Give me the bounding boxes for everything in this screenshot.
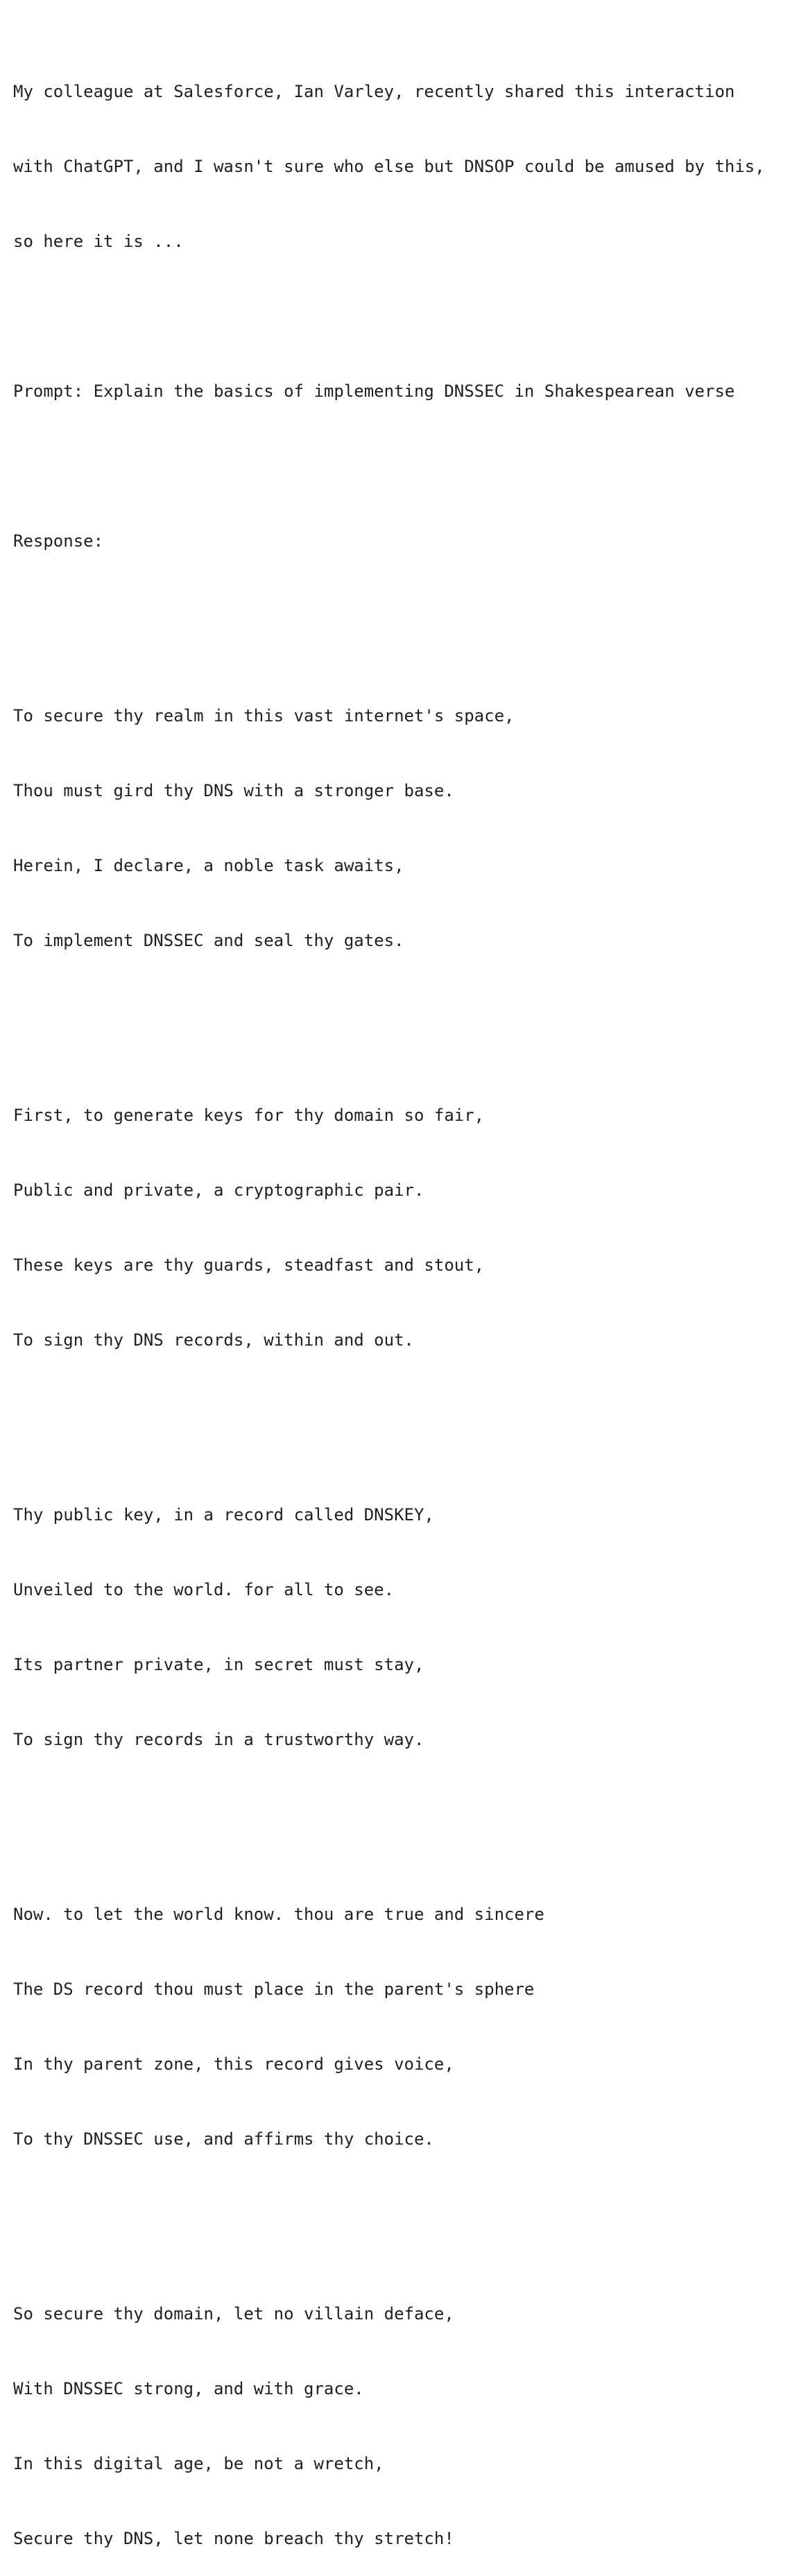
verse-line: The DS record thou must place in the parent's sphere: [13, 1980, 535, 1999]
blank-line: [13, 1402, 765, 1427]
verse-line: Thou must gird thy DNS with a stronger base.: [13, 781, 454, 800]
verse-line: In thy parent zone, this record gives voice,: [13, 2054, 454, 2074]
verse-line: To sign thy records in a trustworthy way.: [13, 1730, 424, 1749]
verse-line: To implement DNSSEC and seal thy gates.: [13, 931, 404, 950]
verse-line: Public and private, a cryptographic pair.: [13, 1180, 424, 1200]
verse-line: These keys are thy guards, steadfast and stout,: [13, 1255, 485, 1275]
blank-line: [13, 1802, 765, 1827]
blank-line: [13, 304, 765, 329]
verse-line: To thy DNSSEC use, and affirms thy choice.: [13, 2129, 434, 2149]
verse-line: Herein, I declare, a noble task awaits,: [13, 856, 404, 875]
response-label: Response:: [13, 531, 104, 551]
email-body: [13, 29, 765, 2576]
verse-line: In this digital age, be not a wretch,: [13, 2454, 384, 2473]
intro-line: with ChatGPT, and I wasn't sure who else but DNSOP could be amused by this,: [13, 157, 765, 176]
prompt-line: Prompt: Explain the basics of implementing DNSSEC in Shakespearean verse: [13, 381, 735, 401]
blank-line: [13, 1003, 765, 1028]
blank-line: [13, 603, 765, 628]
verse-line: Now. to let the world know. thou are true and sincere: [13, 1905, 544, 1924]
verse-line: Secure thy DNS, let none breach thy stretch!: [13, 2529, 454, 2548]
intro-line: My colleague at Salesforce, Ian Varley, recently shared this interaction: [13, 82, 735, 101]
verse-line: Thy public key, in a record called DNSKEY,: [13, 1505, 434, 1525]
verse-line: To secure thy realm in this vast internet's space,: [13, 706, 515, 725]
intro-line: so here it is ...: [13, 232, 184, 251]
blank-line: [13, 2201, 765, 2226]
verse-line: So secure thy domain, let no villain deface,: [13, 2304, 454, 2324]
verse-line: To sign thy DNS records, within and out.: [13, 1330, 414, 1350]
verse-line: Unveiled to the world. for all to see.: [13, 1580, 395, 1599]
verse-line: Its partner private, in secret must stay,: [13, 1655, 424, 1674]
verse-line: First, to generate keys for thy domain so fair,: [13, 1106, 485, 1125]
verse-line: With DNSSEC strong, and with grace.: [13, 2379, 364, 2398]
blank-line: [13, 454, 765, 479]
